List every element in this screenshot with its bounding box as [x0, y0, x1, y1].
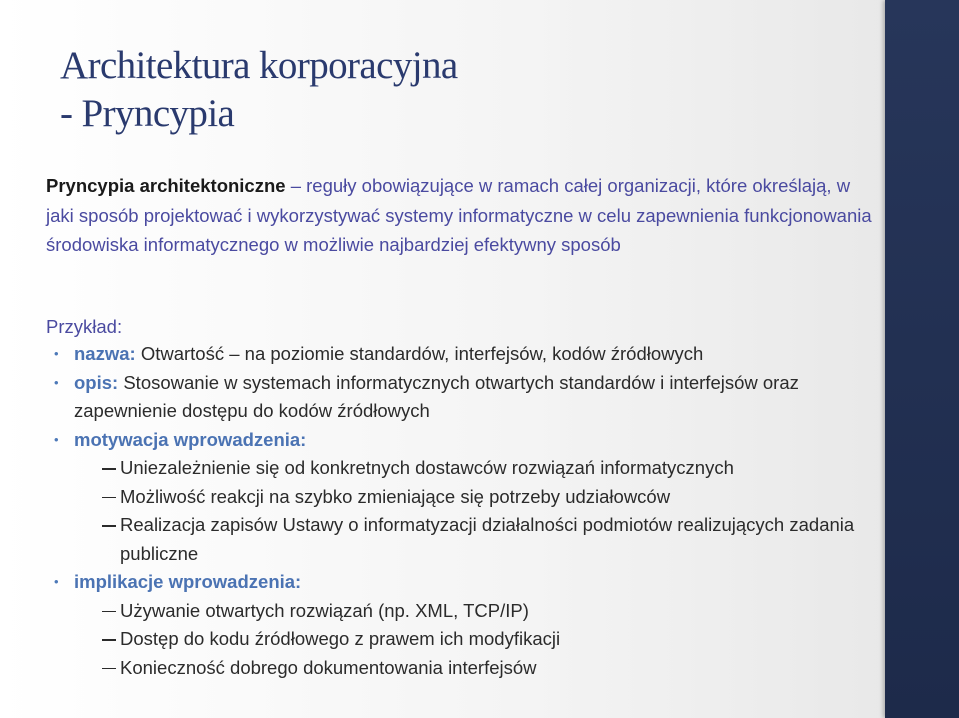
list-item-motivation: [50, 426, 870, 569]
sub-list-item: [74, 511, 870, 568]
side-bar-decoration: [885, 0, 959, 718]
intro-paragraph: [46, 171, 876, 260]
sub-list-item: [74, 454, 870, 483]
dash-icon: [102, 497, 116, 499]
bullet-icon: •: [54, 431, 59, 447]
intro-text: – reguły obowiązujące w ramach całej organizacji, które określają, w jaki sposób projektować i wykorzystywać systemy informatyczne w celu zapewnienia funkcjonowania środowiska informatycznego w możliwie najbardziej efektywny sposób: [46, 175, 872, 255]
sub-list-item: [74, 625, 870, 654]
title-line-1: Architektura korporacyjna: [60, 44, 458, 87]
dash-icon: [102, 525, 116, 527]
sub-item-text: Konieczność dobrego dokumentowania interfejsów: [120, 656, 537, 678]
sub-item-text: Realizacja zapisów Ustawy o informatyzacji działalności podmiotów realizujących zadania publiczne: [120, 514, 855, 564]
item-term: implikacje wprowadzenia:: [74, 571, 302, 592]
sub-list-item: [74, 597, 870, 626]
item-text: Stosowanie w systemach informatycznych otwartych standardów i interfejsów oraz zapewnienie dostępu do kodów źródłowych: [74, 371, 799, 421]
dash-icon: [102, 611, 116, 613]
sub-item-text: Dostęp do kodu źródłowego z prawem ich modyfikacji: [120, 628, 561, 649]
list-item-implications: [50, 568, 870, 682]
item-term: nazwa:: [74, 343, 136, 364]
dash-icon: [102, 668, 116, 670]
sub-item-text: Uniezależnienie się od konkretnych dostawców rozwiązań informatycznych: [120, 457, 734, 478]
list-item-name: [50, 340, 870, 369]
dash-icon: [102, 639, 116, 641]
intro-term: Pryncypia architektoniczne: [46, 175, 286, 196]
sub-item-text: Używanie otwartych rozwiązań (np. XML, TCP/IP): [120, 599, 529, 621]
bullet-icon: •: [54, 346, 59, 361]
slide-title: [60, 42, 860, 138]
sub-list-item: [74, 654, 870, 683]
implications-sublist: [74, 597, 870, 683]
example-heading: Przykład:: [46, 316, 123, 337]
item-term: opis:: [74, 371, 119, 393]
item-text: Otwartość – na poziomie standardów, interfejsów, kodów źródłowych: [135, 343, 704, 364]
sub-item-text: Możliwość reakcji na szybko zmieniające się potrzeby udziałowców: [120, 485, 671, 507]
item-term: motywacja wprowadzenia:: [74, 428, 307, 450]
title-line-2: - Pryncypia: [60, 92, 235, 135]
principle-list: [50, 340, 870, 682]
sub-list-item: [74, 483, 870, 512]
list-item-description: [50, 369, 870, 426]
dash-icon: [102, 468, 116, 470]
motivation-sublist: [74, 454, 870, 568]
bullet-icon: •: [54, 374, 59, 390]
bullet-icon: •: [54, 574, 59, 589]
